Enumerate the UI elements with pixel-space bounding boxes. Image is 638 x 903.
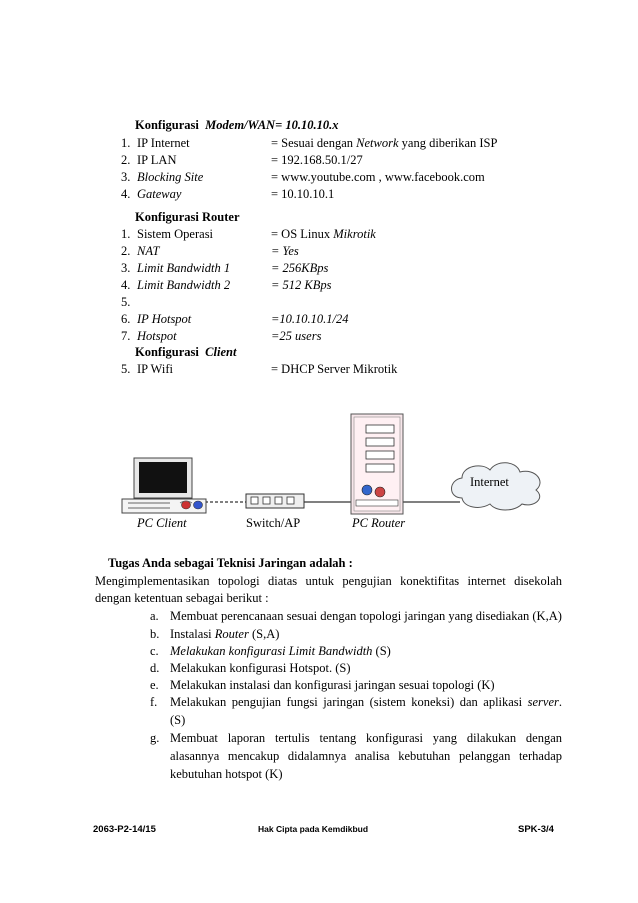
- list-item: f. Melakukan pengujian fungsi jaringan (sistem koneksi) dan aplikasi server. (S): [150, 695, 562, 727]
- tasks-intro-line-2: dengan ketentuan sebagai berikut :: [95, 591, 269, 605]
- list-item: 6. IP Hotspot =10.10.10.1/24: [121, 312, 349, 326]
- list-item: a. Membuat perencanaan sesuai dengan topologi jaringan yang disediakan (K,A): [150, 609, 562, 623]
- footer-doc-code: 2063-P2-14/15: [93, 824, 156, 835]
- router-config-heading: Konfigurasi Router: [135, 210, 240, 224]
- pc-client-label: PC Client: [137, 516, 187, 530]
- pc-router-tower-icon: [351, 414, 403, 514]
- list-item: 3. Limit Bandwidth 1 = 256KBps: [121, 261, 329, 275]
- list-item: g. Membuat laporan tertulis tentang konfigurasi yang dilakukan dengan alasannya mencakup didalamnya analisa kebutuhan pelanggan terhadap kebutuhan hotspot (K): [150, 731, 562, 781]
- list-item: 2. IP LAN = 192.168.50.1/27: [121, 153, 363, 167]
- list-item: d. Melakukan konfigurasi Hotspot. (S): [150, 661, 351, 675]
- pc-router-label: PC Router: [352, 516, 406, 530]
- list-item: 1. IP Internet = Sesuai dengan Network yang diberikan ISP: [121, 136, 498, 150]
- list-item: 5.: [121, 295, 131, 309]
- list-item: 4. Limit Bandwidth 2 = 512 KBps: [121, 278, 332, 292]
- tasks-intro: [95, 573, 562, 607]
- list-item: 1. Sistem Operasi = OS Linux Mikrotik: [121, 227, 376, 241]
- list-item: 3. Blocking Site = www.youtube.com , www.facebook.com: [121, 170, 485, 184]
- tasks-title: Tugas Anda sebagai Teknisi Jaringan adalah :: [108, 556, 353, 570]
- list-item: 7. Hotspot =25 users: [121, 329, 322, 343]
- switch-ap-label: Switch/AP: [246, 516, 301, 530]
- footer-page-number: SPK-3/4: [518, 824, 554, 835]
- internet-label: Internet: [470, 475, 509, 489]
- network-topology-diagram: [0, 400, 638, 540]
- modem-config-heading: Konfigurasi Modem/WAN= 10.10.10.x: [135, 118, 339, 132]
- list-item: e. Melakukan instalasi dan konfigurasi jaringan sesuai topologi (K): [150, 678, 495, 692]
- footer-copyright: Hak Cipta pada Kemdikbud: [258, 824, 369, 834]
- client-config-heading: Konfigurasi Client: [135, 345, 237, 359]
- list-item: 5. IP Wifi = DHCP Server Mikrotik: [121, 362, 398, 376]
- list-item: c. Melakukan konfigurasi Limit Bandwidth (S): [150, 644, 391, 658]
- list-item: b. Instalasi Router (S,A): [150, 627, 280, 641]
- switch-ap-icon: [246, 494, 304, 508]
- list-item: 4. Gateway = 10.10.10.1: [121, 187, 335, 201]
- pc-client-icon: [122, 458, 206, 513]
- tasks-intro-line-1: Mengimplementasikan topologi diatas untuk pengujian konektifitas internet disekolah: [95, 574, 562, 588]
- list-item: 2. NAT = Yes: [121, 244, 299, 258]
